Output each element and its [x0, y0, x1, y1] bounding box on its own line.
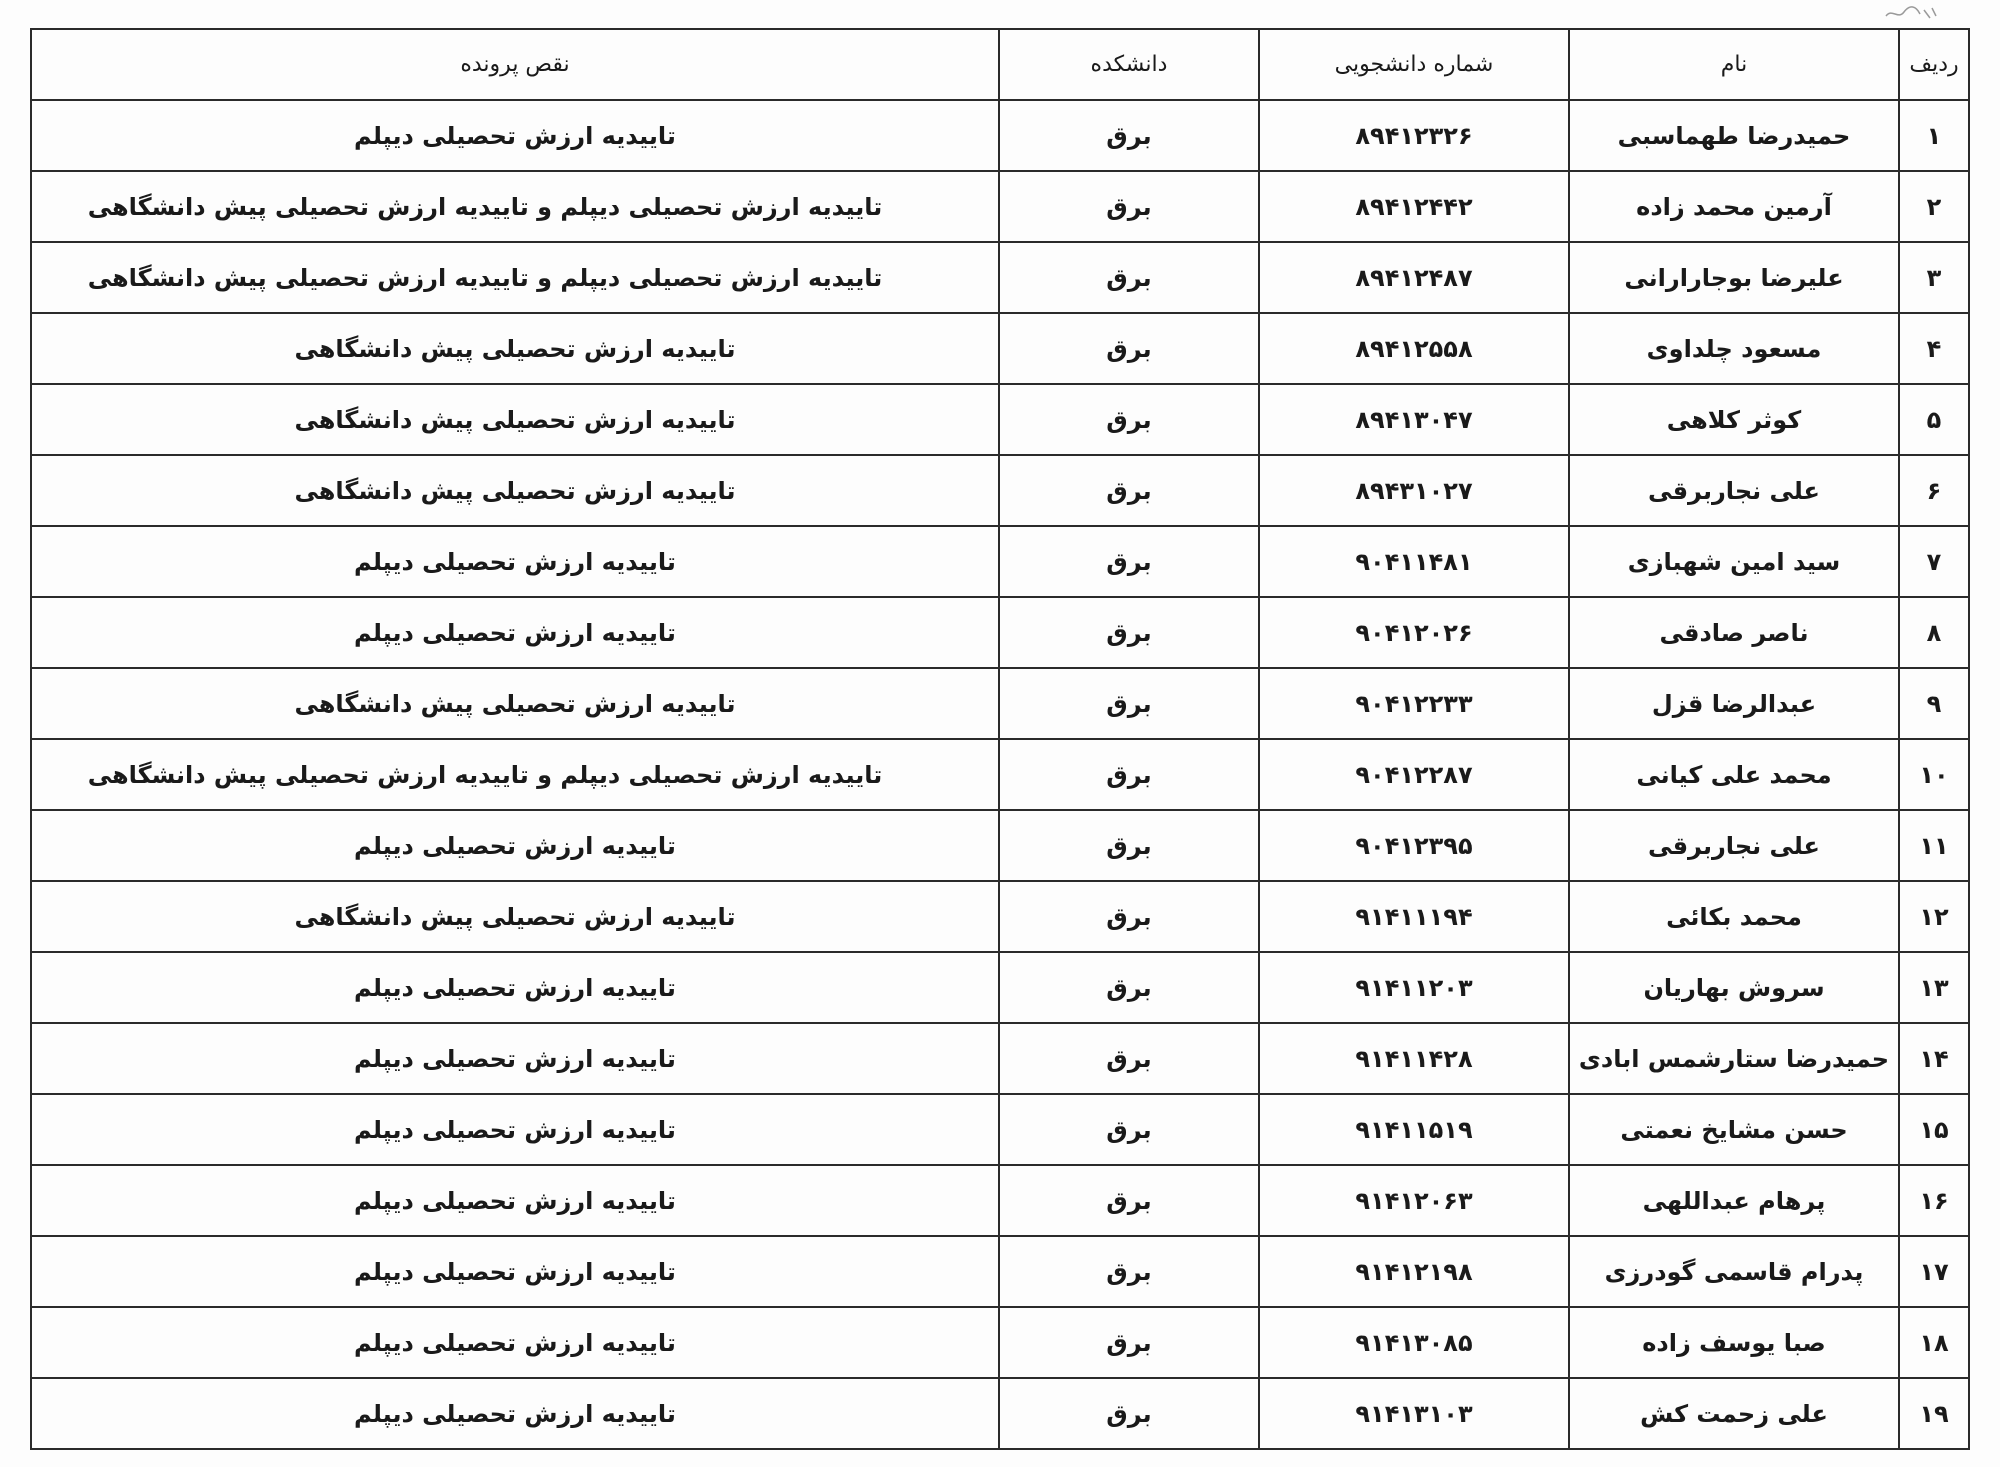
row-number-cell: ۱۷	[1899, 1236, 1969, 1307]
student-id-cell: ۹۱۴۱۱۱۹۴	[1259, 881, 1569, 952]
deficiency-cell: تاییدیه ارزش تحصیلی پیش دانشگاهی	[31, 455, 999, 526]
student-id-cell: ۸۹۴۱۲۳۲۶	[1259, 100, 1569, 171]
name-cell: علی زحمت کش	[1569, 1378, 1899, 1449]
header-student-id: شماره دانشجویی	[1259, 29, 1569, 100]
table-row	[31, 739, 1969, 810]
name-cell: علی نجاربرقی	[1569, 455, 1899, 526]
name-cell: عبدالرضا قزل	[1569, 668, 1899, 739]
row-number-cell: ۱۲	[1899, 881, 1969, 952]
row-number-cell: ۲	[1899, 171, 1969, 242]
table-row	[31, 952, 1969, 1023]
table-row	[31, 455, 1969, 526]
name-cell: حسن مشایخ نعمتی	[1569, 1094, 1899, 1165]
deficiency-cell: تاییدیه ارزش تحصیلی دیپلم	[31, 1165, 999, 1236]
deficiency-cell: تاییدیه ارزش تحصیلی دیپلم و تاییدیه ارزش تحصیلی پیش دانشگاهی	[31, 171, 999, 242]
row-number-cell: ۱۳	[1899, 952, 1969, 1023]
deficiency-cell: تاییدیه ارزش تحصیلی دیپلم	[31, 1236, 999, 1307]
row-number-cell: ۴	[1899, 313, 1969, 384]
faculty-cell: برق	[999, 455, 1259, 526]
faculty-cell: برق	[999, 597, 1259, 668]
name-cell: حمیدرضا ستارشمس ابادی	[1569, 1023, 1899, 1094]
faculty-cell: برق	[999, 952, 1259, 1023]
faculty-cell: برق	[999, 881, 1259, 952]
student-id-cell: ۸۹۴۱۳۰۴۷	[1259, 384, 1569, 455]
name-cell: حمیدرضا طهماسبی	[1569, 100, 1899, 171]
deficiency-cell: تاییدیه ارزش تحصیلی پیش دانشگاهی	[31, 668, 999, 739]
name-cell: سید امین شهبازی	[1569, 526, 1899, 597]
row-number-cell: ۱۸	[1899, 1307, 1969, 1378]
deficiency-cell: تاییدیه ارزش تحصیلی دیپلم	[31, 952, 999, 1023]
table-row	[31, 810, 1969, 881]
header-faculty: دانشکده	[999, 29, 1259, 100]
faculty-cell: برق	[999, 526, 1259, 597]
deficiency-cell: تاییدیه ارزش تحصیلی دیپلم	[31, 597, 999, 668]
table-row	[31, 668, 1969, 739]
name-cell: آرمین محمد زاده	[1569, 171, 1899, 242]
table-row	[31, 526, 1969, 597]
student-id-cell: ۹۱۴۱۲۱۹۸	[1259, 1236, 1569, 1307]
student-id-cell: ۹۰۴۱۱۴۸۱	[1259, 526, 1569, 597]
name-cell: ناصر صادقی	[1569, 597, 1899, 668]
row-number-cell: ۷	[1899, 526, 1969, 597]
deficiency-table	[30, 28, 1970, 1450]
table-row	[31, 313, 1969, 384]
student-id-cell: ۹۱۴۱۱۲۰۳	[1259, 952, 1569, 1023]
deficiency-cell: تاییدیه ارزش تحصیلی دیپلم	[31, 100, 999, 171]
table-row	[31, 384, 1969, 455]
deficiency-cell: تاییدیه ارزش تحصیلی دیپلم	[31, 1023, 999, 1094]
row-number-cell: ۱۴	[1899, 1023, 1969, 1094]
name-cell: محمد بکائی	[1569, 881, 1899, 952]
row-number-cell: ۹	[1899, 668, 1969, 739]
deficiency-cell: تاییدیه ارزش تحصیلی پیش دانشگاهی	[31, 881, 999, 952]
table-row	[31, 1165, 1969, 1236]
table-body	[31, 100, 1969, 1449]
deficiency-cell: تاییدیه ارزش تحصیلی پیش دانشگاهی	[31, 384, 999, 455]
row-number-cell: ۳	[1899, 242, 1969, 313]
student-id-cell: ۹۰۴۱۲۲۳۳	[1259, 668, 1569, 739]
table-row	[31, 597, 1969, 668]
row-number-cell: ۱۹	[1899, 1378, 1969, 1449]
student-id-cell: ۸۹۴۳۱۰۲۷	[1259, 455, 1569, 526]
row-number-cell: ۱۶	[1899, 1165, 1969, 1236]
student-id-cell: ۹۱۴۱۱۵۱۹	[1259, 1094, 1569, 1165]
row-number-cell: ۶	[1899, 455, 1969, 526]
row-number-cell: ۵	[1899, 384, 1969, 455]
faculty-cell: برق	[999, 1023, 1259, 1094]
faculty-cell: برق	[999, 171, 1259, 242]
deficiency-cell: تاییدیه ارزش تحصیلی پیش دانشگاهی	[31, 313, 999, 384]
header-row-number: ردیف	[1899, 29, 1969, 100]
faculty-cell: برق	[999, 1165, 1259, 1236]
student-id-cell: ۸۹۴۱۲۴۴۲	[1259, 171, 1569, 242]
name-cell: کوثر کلاهی	[1569, 384, 1899, 455]
name-cell: مسعود چلداوی	[1569, 313, 1899, 384]
faculty-cell: برق	[999, 242, 1259, 313]
table-row	[31, 242, 1969, 313]
student-id-cell: ۸۹۴۱۲۴۸۷	[1259, 242, 1569, 313]
row-number-cell: ۱	[1899, 100, 1969, 171]
name-cell: پرهام عبداللهی	[1569, 1165, 1899, 1236]
table-row	[31, 881, 1969, 952]
deficiency-cell: تاییدیه ارزش تحصیلی دیپلم و تاییدیه ارزش تحصیلی پیش دانشگاهی	[31, 739, 999, 810]
name-cell: محمد علی کیانی	[1569, 739, 1899, 810]
faculty-cell: برق	[999, 1378, 1259, 1449]
table-row	[31, 1378, 1969, 1449]
table-row	[31, 171, 1969, 242]
pen-mark-icon	[1880, 2, 1940, 24]
student-id-cell: ۹۱۴۱۱۴۲۸	[1259, 1023, 1569, 1094]
table-row	[31, 1307, 1969, 1378]
header-deficiency: نقص پرونده	[31, 29, 999, 100]
student-id-cell: ۹۱۴۱۳۱۰۳	[1259, 1378, 1569, 1449]
faculty-cell: برق	[999, 384, 1259, 455]
deficiency-cell: تاییدیه ارزش تحصیلی دیپلم	[31, 1307, 999, 1378]
deficiency-cell: تاییدیه ارزش تحصیلی دیپلم	[31, 1378, 999, 1449]
row-number-cell: ۱۱	[1899, 810, 1969, 881]
deficiency-cell: تاییدیه ارزش تحصیلی دیپلم و تاییدیه ارزش تحصیلی پیش دانشگاهی	[31, 242, 999, 313]
table-row	[31, 100, 1969, 171]
student-id-cell: ۹۰۴۱۲۰۲۶	[1259, 597, 1569, 668]
row-number-cell: ۸	[1899, 597, 1969, 668]
faculty-cell: برق	[999, 313, 1259, 384]
student-id-cell: ۸۹۴۱۲۵۵۸	[1259, 313, 1569, 384]
name-cell: صبا یوسف زاده	[1569, 1307, 1899, 1378]
faculty-cell: برق	[999, 668, 1259, 739]
faculty-cell: برق	[999, 1236, 1259, 1307]
header-name: نام	[1569, 29, 1899, 100]
row-number-cell: ۱۵	[1899, 1094, 1969, 1165]
student-id-cell: ۹۱۴۱۲۰۶۳	[1259, 1165, 1569, 1236]
table-row	[31, 1094, 1969, 1165]
faculty-cell: برق	[999, 100, 1259, 171]
deficiency-cell: تاییدیه ارزش تحصیلی دیپلم	[31, 526, 999, 597]
name-cell: سروش بهاریان	[1569, 952, 1899, 1023]
name-cell: پدرام قاسمی گودرزی	[1569, 1236, 1899, 1307]
table-row	[31, 1023, 1969, 1094]
faculty-cell: برق	[999, 810, 1259, 881]
table-header-row	[31, 29, 1969, 100]
student-id-cell: ۹۱۴۱۳۰۸۵	[1259, 1307, 1569, 1378]
name-cell: علیرضا بوجارارانی	[1569, 242, 1899, 313]
table-row	[31, 1236, 1969, 1307]
deficiency-cell: تاییدیه ارزش تحصیلی دیپلم	[31, 810, 999, 881]
faculty-cell: برق	[999, 739, 1259, 810]
student-id-cell: ۹۰۴۱۲۲۸۷	[1259, 739, 1569, 810]
student-id-cell: ۹۰۴۱۲۳۹۵	[1259, 810, 1569, 881]
row-number-cell: ۱۰	[1899, 739, 1969, 810]
deficiency-cell: تاییدیه ارزش تحصیلی دیپلم	[31, 1094, 999, 1165]
faculty-cell: برق	[999, 1307, 1259, 1378]
name-cell: علی نجاربرقی	[1569, 810, 1899, 881]
faculty-cell: برق	[999, 1094, 1259, 1165]
